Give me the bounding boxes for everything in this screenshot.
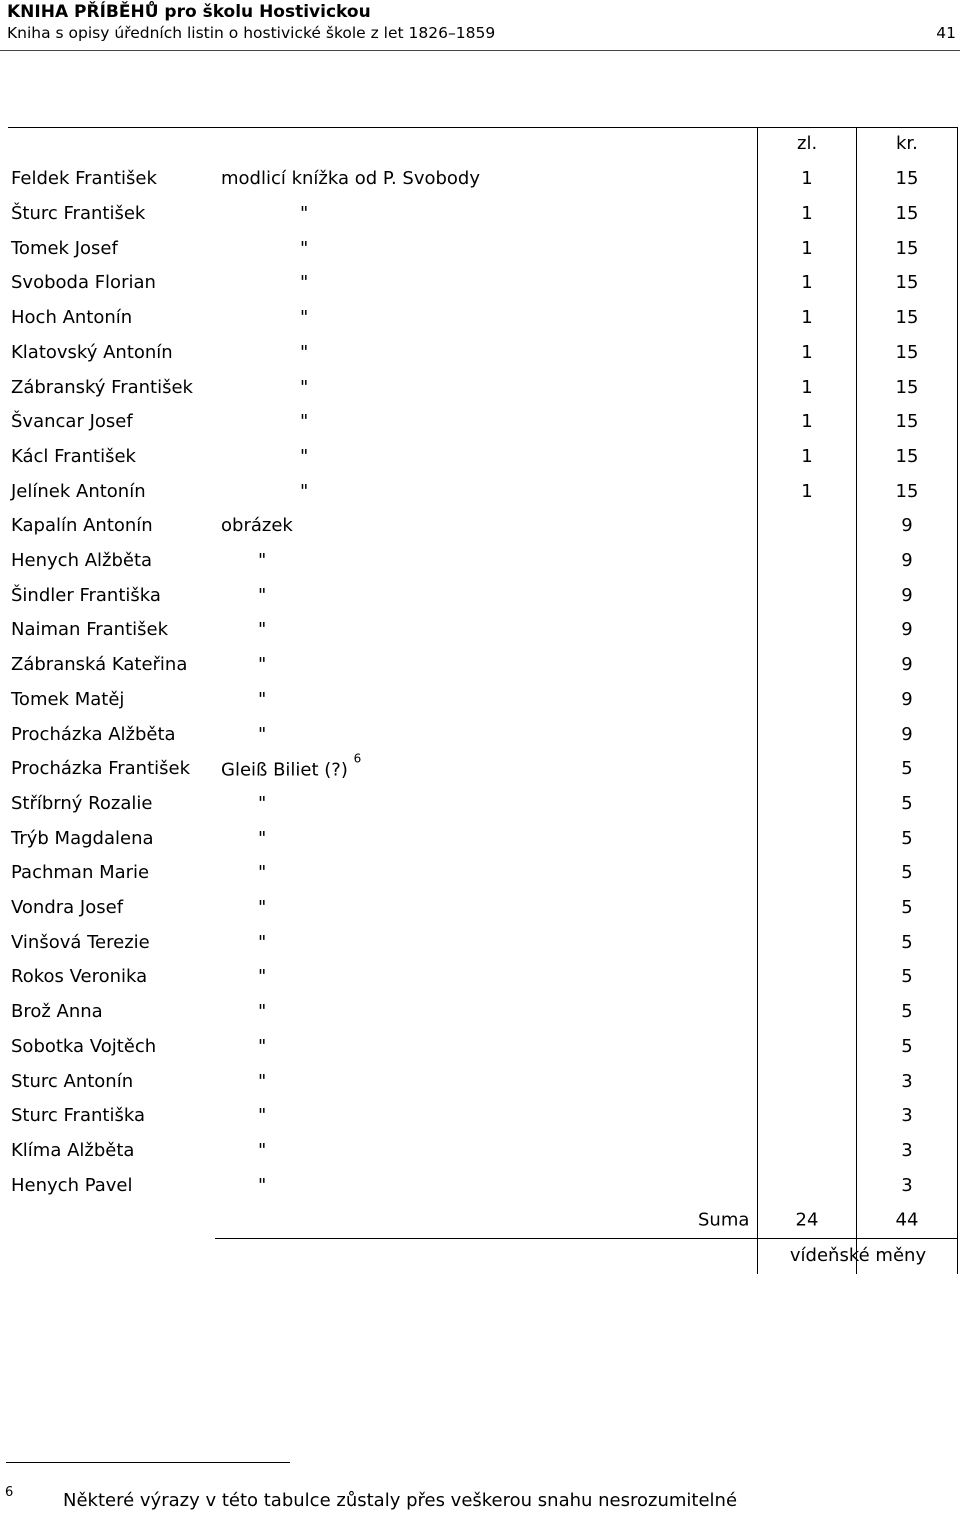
row-kr: 15 <box>895 376 919 398</box>
row-name: Trýb Magdalena <box>11 827 154 849</box>
table-row <box>0 995 960 1030</box>
table-row <box>0 440 960 475</box>
table-row <box>0 544 960 579</box>
row-name: Jelínek Antonín <box>11 480 146 502</box>
row-item-text: " <box>300 307 309 329</box>
row-name: Svoboda Florian <box>11 272 156 294</box>
row-kr: 15 <box>895 203 919 225</box>
table-row <box>0 683 960 718</box>
row-item <box>300 445 309 467</box>
document-subtitle: Kniha s opisy úředních listin o hostivické škole z let 1826–1859 <box>7 24 496 42</box>
row-kr: 15 <box>895 341 919 363</box>
column-header-zl: zl. <box>797 133 818 154</box>
row-name: Šturc František <box>11 203 146 225</box>
row-name: Sturc Františka <box>11 1105 145 1127</box>
row-kr: 9 <box>901 688 913 710</box>
row-name: Zábranská Kateřina <box>11 654 188 676</box>
row-name: Naiman František <box>11 619 169 641</box>
row-item <box>300 480 309 502</box>
row-zl: 1 <box>801 445 813 467</box>
row-kr: 9 <box>901 723 913 745</box>
row-item-text: " <box>300 411 309 433</box>
table-row <box>0 231 960 266</box>
row-zl: 1 <box>801 307 813 329</box>
row-item-text: " <box>258 723 267 745</box>
row-item-text: " <box>258 654 267 676</box>
table-row <box>0 370 960 405</box>
row-name: Hoch Antonín <box>11 307 133 329</box>
row-item <box>258 968 266 986</box>
row-zl: 1 <box>801 480 813 502</box>
table-row <box>0 613 960 648</box>
table-row <box>0 1030 960 1065</box>
row-item <box>221 170 480 188</box>
row-kr: 5 <box>901 862 913 884</box>
row-item <box>258 1107 266 1125</box>
table-row <box>0 1099 960 1134</box>
row-item-text: obrázek <box>221 515 293 537</box>
row-kr: 5 <box>901 897 913 919</box>
table-row <box>0 960 960 995</box>
row-kr: 15 <box>895 307 919 329</box>
row-item <box>258 688 267 710</box>
row-name: Henych Alžběta <box>11 550 153 572</box>
row-kr: 15 <box>895 237 919 259</box>
row-item-text: " <box>258 1139 267 1161</box>
table-row <box>0 474 960 509</box>
row-kr: 3 <box>901 1105 913 1127</box>
row-name: Klatovský Antonín <box>11 341 173 363</box>
row-name: Brož Anna <box>11 1001 103 1023</box>
row-item <box>300 376 309 398</box>
row-name: Sobotka Vojtěch <box>11 1035 157 1057</box>
row-name: Pachman Marie <box>11 862 150 884</box>
row-name: Feldek František <box>11 168 157 190</box>
table-row <box>0 1168 960 1203</box>
table-row <box>0 752 960 787</box>
row-item-text: " <box>300 237 309 259</box>
row-item <box>258 899 266 917</box>
table-top-border <box>8 127 958 128</box>
header-divider <box>0 50 960 51</box>
row-item <box>258 864 266 882</box>
row-item <box>258 827 267 849</box>
row-item <box>221 517 293 535</box>
row-kr: 5 <box>901 1035 913 1057</box>
table-row <box>0 405 960 440</box>
table-row <box>0 925 960 960</box>
row-kr: 9 <box>901 654 913 676</box>
row-item-text: " <box>258 827 267 849</box>
suma-zl: 24 <box>795 1209 819 1231</box>
row-item <box>300 237 309 259</box>
table-row <box>0 717 960 752</box>
footnote-divider <box>6 1462 290 1463</box>
table-row <box>0 891 960 926</box>
row-item-text: " <box>258 1001 267 1023</box>
row-kr: 15 <box>895 272 919 294</box>
currency-note: vídeňské měny <box>789 1245 927 1266</box>
row-item-text: " <box>300 376 309 398</box>
row-kr: 5 <box>901 792 913 814</box>
table-row <box>0 266 960 301</box>
row-item <box>300 205 308 223</box>
row-item <box>258 1174 267 1196</box>
column-header-kr: kr. <box>896 133 918 154</box>
row-kr: 5 <box>901 758 913 780</box>
row-item-text: " <box>258 966 267 988</box>
row-kr: 5 <box>901 931 913 953</box>
row-item-text: modlicí knížka od P. Svobody <box>221 168 480 190</box>
row-kr: 15 <box>895 445 919 467</box>
footnote-mark: 6 <box>5 1485 14 1500</box>
row-kr: 15 <box>895 411 919 433</box>
row-kr: 15 <box>895 480 919 502</box>
row-kr: 9 <box>901 619 913 641</box>
row-item-text: " <box>258 688 267 710</box>
table-row <box>0 578 960 613</box>
row-item-text: " <box>300 272 309 294</box>
row-zl: 1 <box>801 168 813 190</box>
row-kr: 15 <box>895 168 919 190</box>
row-name: Klíma Alžběta <box>11 1139 135 1161</box>
row-item <box>258 656 266 674</box>
row-item-text: " <box>300 203 309 225</box>
row-item <box>258 621 266 639</box>
row-name: Sturc Antonín <box>11 1070 134 1092</box>
row-name: Procházka Alžběta <box>11 723 176 745</box>
row-zl: 1 <box>801 411 813 433</box>
row-item <box>258 792 267 814</box>
row-item <box>258 723 267 745</box>
row-zl: 1 <box>801 203 813 225</box>
footnote-reference: 6 <box>353 751 362 766</box>
payment-table <box>0 127 960 1274</box>
row-name: Vinšová Terezie <box>11 931 150 953</box>
row-item <box>258 552 266 570</box>
row-item <box>258 1003 266 1021</box>
row-item <box>258 931 267 953</box>
row-item <box>300 413 308 431</box>
row-name: Kapalín Antonín <box>11 515 153 537</box>
row-item-text: " <box>258 1070 267 1092</box>
row-kr: 5 <box>901 966 913 988</box>
footnote-text: Některé výrazy v této tabulce zůstaly přes veškerou snahu nesrozumitelné <box>63 1490 738 1511</box>
table-row <box>0 301 960 336</box>
row-item-text: " <box>258 584 267 606</box>
row-zl: 1 <box>801 376 813 398</box>
row-zl: 1 <box>801 237 813 259</box>
row-item <box>258 1035 267 1057</box>
row-name: Švancar Josef <box>11 411 133 433</box>
row-item-text: " <box>300 480 309 502</box>
row-name: Tomek Matěj <box>11 688 125 710</box>
row-name: Kácl František <box>11 445 136 467</box>
row-item-text: " <box>258 1105 267 1127</box>
row-kr: 3 <box>901 1139 913 1161</box>
row-name: Stříbrný Rozalie <box>11 792 153 814</box>
suma-kr: 44 <box>895 1209 919 1231</box>
row-item <box>258 1139 267 1161</box>
row-kr: 9 <box>901 550 913 572</box>
row-name: Šindler Františka <box>11 584 161 606</box>
row-name: Vondra Josef <box>11 897 124 919</box>
table-row <box>0 197 960 232</box>
row-kr: 3 <box>901 1174 913 1196</box>
row-item-text: Gleiß Biliet (?) <box>221 759 348 781</box>
row-item-text: " <box>258 862 267 884</box>
document-title: KNIHA PŘÍBĚHŮ pro školu Hostivickou <box>7 2 371 22</box>
row-name: Tomek Josef <box>11 237 118 259</box>
table-row <box>0 162 960 197</box>
table-row <box>0 1134 960 1169</box>
table-row <box>0 787 960 822</box>
row-item <box>300 274 308 292</box>
row-kr: 5 <box>901 1001 913 1023</box>
row-item-text: " <box>258 897 267 919</box>
table-row <box>0 648 960 683</box>
row-kr: 5 <box>901 827 913 849</box>
row-item <box>300 309 308 327</box>
row-item-text: " <box>258 1035 267 1057</box>
row-item-text: " <box>300 445 309 467</box>
row-item-text: " <box>300 341 309 363</box>
table-row <box>0 821 960 856</box>
row-item-text: " <box>258 550 267 572</box>
table-row <box>0 856 960 891</box>
row-kr: 9 <box>901 584 913 606</box>
row-kr: 3 <box>901 1070 913 1092</box>
suma-label: Suma <box>698 1209 750 1231</box>
row-zl: 1 <box>801 341 813 363</box>
suma-row <box>0 1203 960 1237</box>
row-item-text: " <box>258 1174 267 1196</box>
row-name: Rokos Veronika <box>11 966 148 988</box>
row-kr: 9 <box>901 515 913 537</box>
row-item-text: " <box>258 619 267 641</box>
suma-underline <box>215 1238 958 1239</box>
row-name: Zábranský František <box>11 376 193 398</box>
row-item <box>258 584 267 606</box>
row-name: Procházka František <box>11 758 191 780</box>
table-row <box>0 1064 960 1099</box>
table-row <box>0 509 960 544</box>
row-item-text: " <box>258 931 267 953</box>
row-item <box>258 1070 267 1092</box>
row-item <box>221 751 362 781</box>
row-name: Henych Pavel <box>11 1174 133 1196</box>
page-number: 41 <box>936 24 956 42</box>
row-item <box>300 341 309 363</box>
row-item-text: " <box>258 792 267 814</box>
table-row <box>0 336 960 371</box>
row-zl: 1 <box>801 272 813 294</box>
